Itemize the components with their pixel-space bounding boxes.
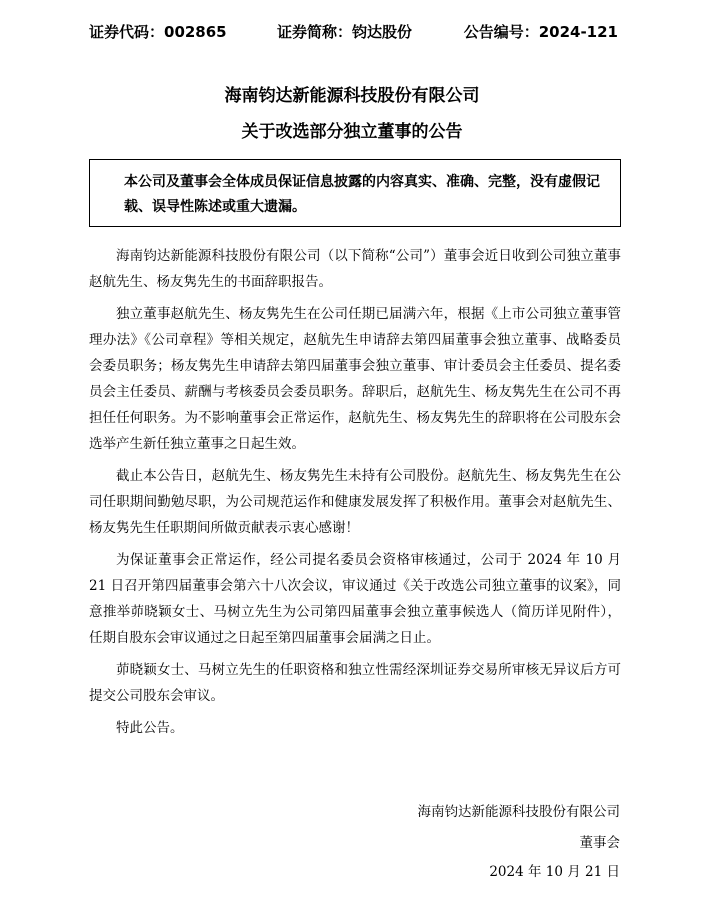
paragraph: 截止本公告日，赵航先生、杨友隽先生未持有公司股份。赵航先生、杨友隽先生在公司任职期间勤勉尽职，为公司规范运作和健康发展发挥了积极作用。董事会对赵航先生、杨友隽先生任职期间所做贡献表示衷心感谢！ (89, 468, 621, 536)
stock-abbreviation: 证券简称：钧达股份 (277, 23, 413, 41)
paragraph: 茆晓颖女士、马树立先生的任职资格和独立性需经深圳证券交易所审核无异议后方可提交公司股东会审议。 (89, 662, 621, 704)
announcement-title: 关于改选部分独立董事的公告 (241, 122, 463, 142)
paragraph: 为保证董事会正常运作，经公司提名委员会资格审核通过，公司于 2024 年 10 月 21 日召开第四届董事会第六十八次会议，审议通过《关于改选公司独立董事的议案》，同意推举茆晓颖女士、马树立先生为公司第四届董事会独立董事候选人（简历详见附件），任期自股东会审议通过之日起至第四届董事会届满之日止。 (89, 552, 621, 646)
announcement-body (89, 243, 621, 747)
announcement-number: 公告编号：2024-121 (463, 23, 618, 41)
signature-date: 2024 年 10 月 21 日 (489, 864, 620, 880)
paragraph: 独立董事赵航先生、杨友隽先生在公司任期已届满六年，根据《上市公司独立董事管理办法》《公司章程》等相关规定，赵航先生申请辞去第四届董事会独立董事、战略委员会委员职务；杨友隽先生申请辞去第四届董事会独立董事、审计委员会主任委员、提名委员会主任委员、薪酬与考核委员会委员职务。辞职后，赵航先生、杨友隽先生在公司不再担任任何职务。为不影响董事会正常运作，赵航先生、杨友隽先生的辞职将在公司股东会选举产生新任独立董事之日起生效。 (89, 306, 621, 452)
company-title: 海南钧达新能源科技股份有限公司 (224, 86, 480, 106)
signature-company: 海南钧达新能源科技股份有限公司 (417, 804, 620, 820)
document-header (89, 22, 618, 42)
disclosure-notice-box: 本公司及董事会全体成员保证信息披露的内容真实、准确、完整，没有虚假记载、误导性陈述或重大遗漏。 (89, 159, 621, 227)
paragraph: 海南钧达新能源科技股份有限公司（以下简称“公司”）董事会近日收到公司独立董事赵航先生、杨友隽先生的书面辞职报告。 (89, 248, 621, 290)
paragraph: 特此公告。 (116, 720, 184, 736)
stock-code: 证券代码：002865 (89, 23, 227, 41)
signature-board: 董事会 (579, 835, 620, 851)
